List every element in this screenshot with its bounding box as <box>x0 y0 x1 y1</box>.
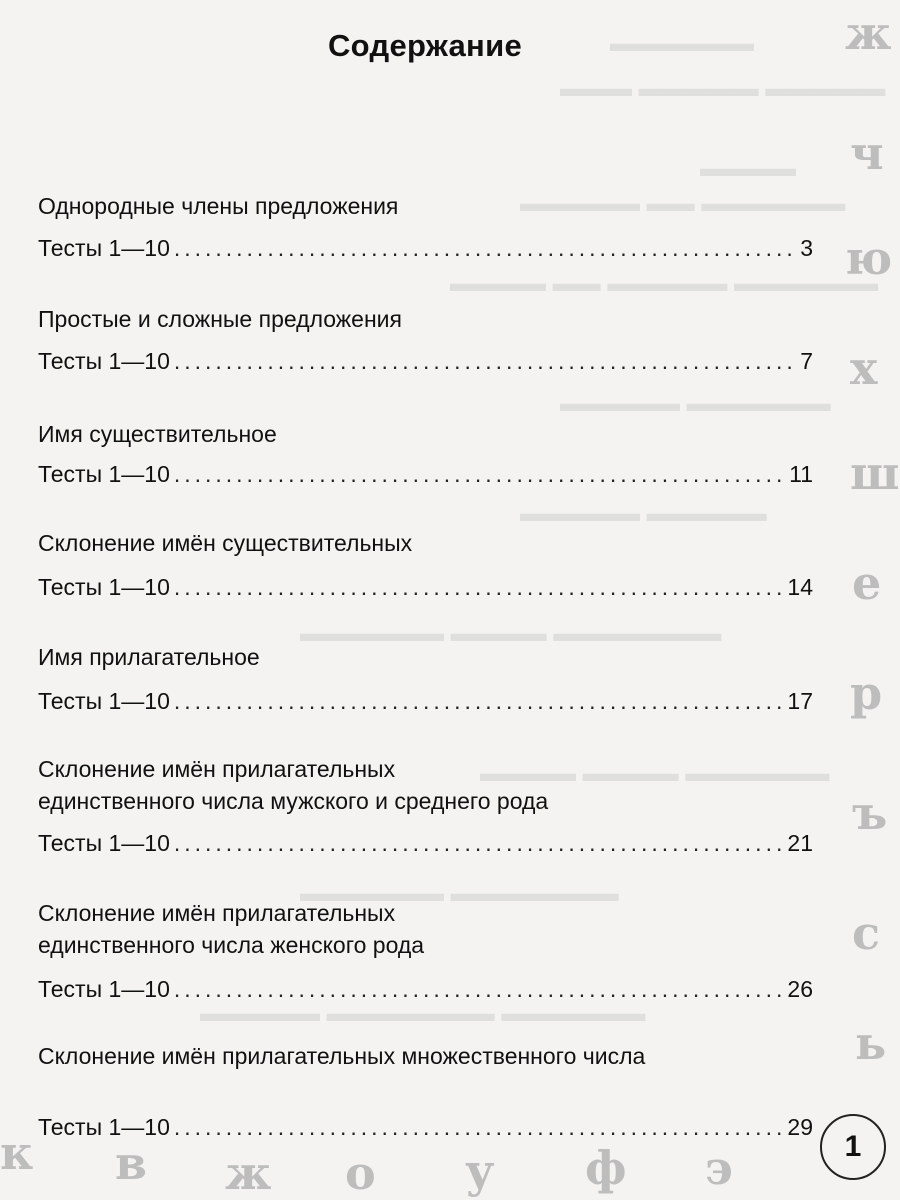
page-title: Содержание <box>328 28 522 63</box>
dot-leader <box>174 827 784 859</box>
section-title: Простые и сложные предложения <box>38 306 402 332</box>
entry-label: Тесты 1—10 <box>38 830 170 856</box>
dot-leader <box>174 685 784 717</box>
toc-entry[interactable] <box>38 571 813 603</box>
section-title: Имя прилагательное <box>38 644 260 670</box>
dot-leader <box>174 571 784 603</box>
toc-entry[interactable] <box>38 1111 813 1143</box>
page-number: 7 <box>800 348 813 374</box>
page-number-badge: 1 <box>820 1114 886 1180</box>
dot-leader <box>174 345 796 377</box>
dot-leader <box>174 973 784 1005</box>
entry-label: Тесты 1—10 <box>38 574 170 600</box>
entry-label: Тесты 1—10 <box>38 976 170 1002</box>
bleed-through-text: ▬▬▬▬▬▬ ▬▬▬▬ ▬▬▬▬ <box>480 760 830 787</box>
bleed-through-text: ▬▬▬▬▬▬ ▬▬▬▬▬ ▬▬ ▬▬▬▬ <box>450 270 879 297</box>
section-title: Склонение имён прилагательных единственного числа женского рода <box>38 900 425 958</box>
page-number: 29 <box>787 1114 813 1140</box>
toc-entry[interactable] <box>38 345 813 377</box>
page-number: 21 <box>787 830 813 856</box>
page-number: 17 <box>787 688 813 714</box>
bleed-through-text: ▬▬▬▬▬▬ <box>610 30 754 57</box>
entry-label: Тесты 1—10 <box>38 461 170 487</box>
section-title: Склонение имён прилагательных множественного числа <box>38 1043 646 1069</box>
section-title: Склонение имён прилагательных единственного числа мужского и среднего рода <box>38 756 549 814</box>
page-number: 3 <box>800 235 813 261</box>
entry-label: Тесты 1—10 <box>38 348 170 374</box>
entry-label: Тесты 1—10 <box>38 688 170 714</box>
section-title: Склонение имён существительных <box>38 530 413 556</box>
page-number: 11 <box>789 461 813 487</box>
bleed-through-text: ▬▬▬▬ <box>700 155 796 182</box>
page-number: 26 <box>787 976 813 1002</box>
section-title: Имя существительное <box>38 421 277 447</box>
bleed-through-text: ▬▬▬▬▬ ▬▬▬▬▬ ▬▬▬ <box>560 75 886 102</box>
dot-leader <box>174 458 785 490</box>
toc-entry[interactable] <box>38 827 813 859</box>
bleed-through-text: ▬▬▬▬▬ ▬▬▬▬▬ <box>520 500 767 527</box>
toc-entry[interactable] <box>38 685 813 717</box>
entry-label: Тесты 1—10 <box>38 235 170 261</box>
page-number: 14 <box>787 574 813 600</box>
toc-entry[interactable] <box>38 973 813 1005</box>
dot-leader <box>174 1111 784 1143</box>
bleed-through-text: ▬▬▬▬▬▬ ▬▬▬▬▬ <box>560 390 831 417</box>
entry-label: Тесты 1—10 <box>38 1114 170 1140</box>
section-title: Однородные члены предложения <box>38 193 399 219</box>
dot-leader <box>174 232 796 264</box>
toc-entry[interactable] <box>38 232 813 264</box>
bleed-through-text: ▬▬▬▬▬▬ ▬▬▬▬▬▬▬ ▬▬▬▬▬ <box>200 1000 646 1027</box>
toc-entry[interactable] <box>38 458 813 490</box>
bleed-through-text: ▬▬▬▬▬▬ ▬▬ ▬▬▬▬▬ <box>520 190 846 217</box>
bleed-through-text: ▬▬▬▬▬▬▬ ▬▬▬▬▬▬ <box>300 880 619 907</box>
bleed-through-text: ▬▬▬▬▬▬▬ ▬▬▬▬ ▬▬▬▬▬▬ <box>300 620 722 647</box>
